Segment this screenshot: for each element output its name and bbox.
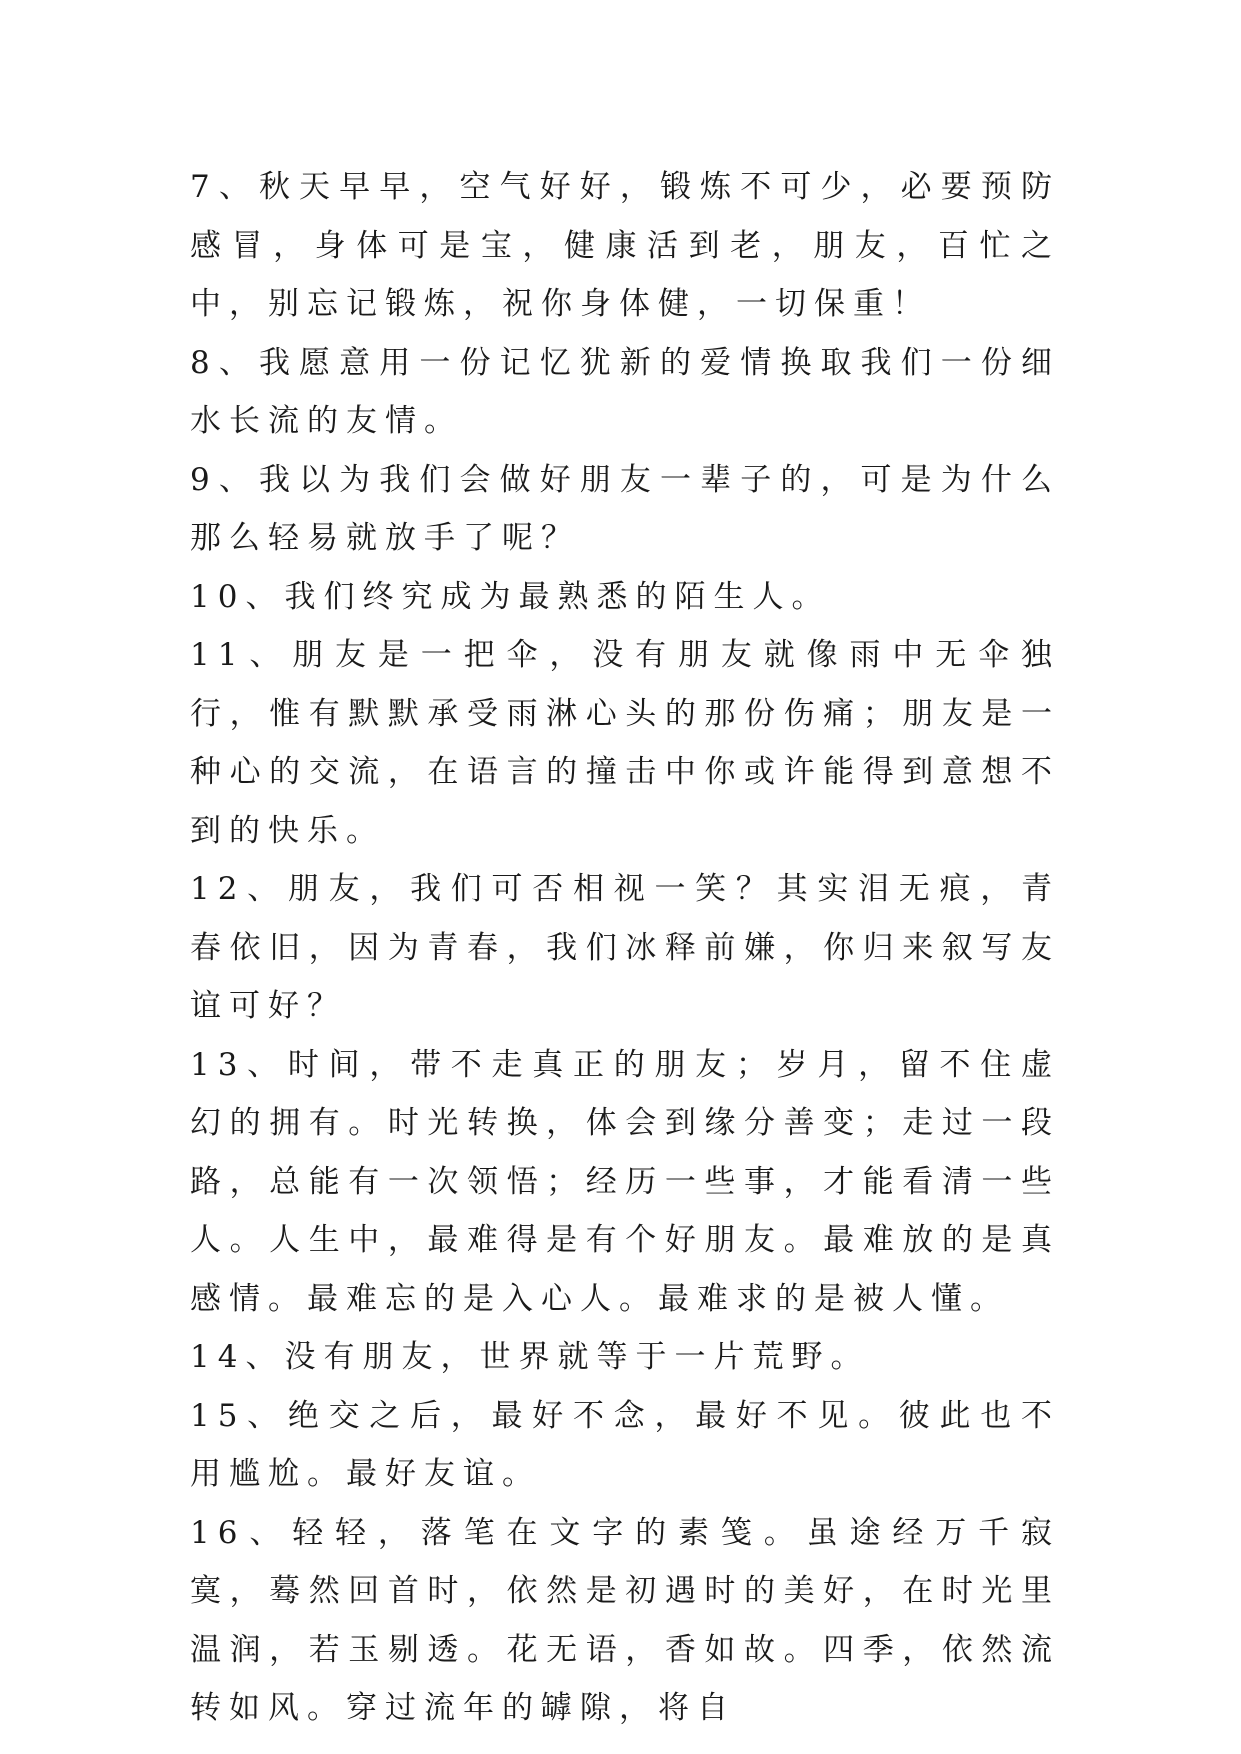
paragraph-7: 7、秋天早早，空气好好，锻炼不可少，必要预防感冒，身体可是宝，健康活到老，朋友，百忙之中，别忘记锻炼，祝你身体健，一切保重！: [190, 169, 1060, 322]
paragraph-15: 15、绝交之后，最好不念，最好不见。彼此也不用尴尬。最好友谊。: [190, 1397, 1060, 1492]
paragraph-10: 10、我们终究成为最熟悉的陌生人。: [190, 578, 831, 615]
paragraph-13: 13、时间，带不走真正的朋友；岁月，留不住虚幻的拥有。时光转换，体会到缘分善变；走过一段路，总能有一次领悟；经历一些事，才能看清一些人。人生中，最难得是有个好朋友。最难放的是真感情。最难忘的是入心人。最难求的是被人懂。: [190, 1046, 1060, 1317]
paragraph-11: 11、朋友是一把伞，没有朋友就像雨中无伞独行，惟有默默承受雨淋心头的那份伤痛；朋友是一种心的交流，在语言的撞击中你或许能得到意想不到的快乐。: [190, 637, 1060, 849]
paragraph-12: 12、朋友，我们可否相视一笑？其实泪无痕，青春依旧，因为青春，我们冰释前嫌，你归来叙写友谊可好？: [190, 871, 1060, 1024]
document-body: [190, 158, 1060, 1738]
paragraph-16: 16、轻轻，落笔在文字的素笺。虽途经万千寂寞，蓦然回首时，依然是初遇时的美好，在时光里温润，若玉剔透。花无语，香如故。四季，依然流转如风。穿过流年的罅隙，将自: [190, 1514, 1060, 1726]
paragraph-9: 9、我以为我们会做好朋友一辈子的，可是为什么那么轻易就放手了呢？: [190, 461, 1060, 556]
paragraph-14: 14、没有朋友，世界就等于一片荒野。: [190, 1339, 870, 1375]
paragraph-8: 8、我愿意用一份记忆犹新的爱情换取我们一份细水长流的友情。: [190, 344, 1060, 439]
